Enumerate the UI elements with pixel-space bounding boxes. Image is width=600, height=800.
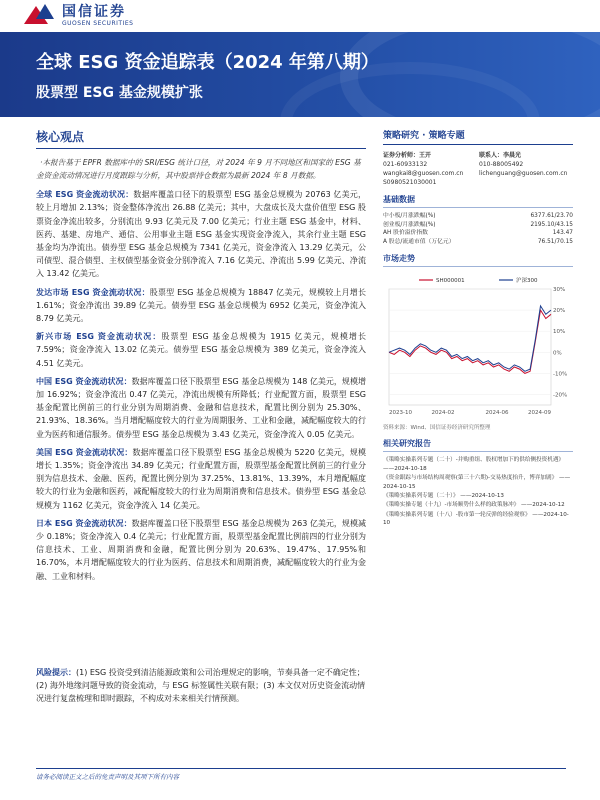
logo-bar bbox=[0, 0, 600, 32]
paragraph-text: 数据库覆盖口径下股票型 ESG 基金总规模为 5220 亿美元，规模增长 1.35%；资金净流出 34.89 亿美元；行业配置方面，股票型基金配置比例前三的行业分别为信息技术、金融、医药，配置比例分别为 37.25%、13.81%、13.39%，本月增配幅度较大的行业为金融和医药，减配幅度较大的行业为周期消费和信息技术。债券型 ESG 基金总规模为 1162 亿美元，资金净流入 14 亿美元。 bbox=[36, 447, 366, 510]
related-report-item[interactable]: 《策略实操专题（十九）-市场顺势什么样的政策脉冲》 ——2024-10-12 bbox=[383, 502, 565, 509]
legend-label: 沪深300 bbox=[516, 278, 538, 285]
market-data-value: 76.51/70.15 bbox=[537, 238, 573, 245]
market-data-name: AH 股价溢价指数 bbox=[383, 230, 428, 237]
y-tick-label: 20% bbox=[553, 308, 566, 315]
sidebar bbox=[383, 128, 573, 529]
report-subtitle: 股票型 ESG 基金规模扩张 bbox=[36, 85, 203, 101]
logo-mark-icon bbox=[22, 2, 56, 28]
core-views-heading: 核心观点 bbox=[36, 128, 366, 149]
analyst-name: 证券分析师：王开 bbox=[383, 152, 432, 159]
related-reports-list bbox=[383, 456, 573, 527]
x-tick-label: 2023-10 bbox=[389, 410, 412, 417]
y-tick-label: -10% bbox=[553, 371, 568, 378]
paragraph-text: 数据库覆盖口径下股票型 ESG 基金总规模为 148 亿美元，规模增加 16.92%；资金净流出 0.47 亿美元，净流出规模有所降低；行业配置方面，股票型 ESG 基金配置比例前三的行业分别为周期消费、金融和信息技术，配置比例分别为 25.30%、21.93%、18.36%。当月增配幅度较大的行业为周期服务、工业和金融，减配幅度较大的行业为医药和通信服务。债券型 ESG 基金总规模为 3.43 亿美元，资金净流入 0.05 亿美元。 bbox=[36, 376, 366, 439]
report-type: 策略研究 · 策略专题 bbox=[383, 128, 573, 145]
x-tick-label: 2024-02 bbox=[431, 410, 455, 417]
intro-paragraph: ·本报告基于 EPFR 数据库中的 SRI/ESG 统计口径，对 2024 年 9 月不同地区和国家的 ESG 基金资金流动情况进行月度跟踪与分析，其中股票持仓数据为最新 2024 年 8 月数据。 bbox=[36, 158, 361, 180]
legend-label: SH000001 bbox=[436, 278, 465, 285]
paragraph-keyword: 发达市场 ESG 资金流动状况： bbox=[36, 287, 150, 297]
y-tick-label: 30% bbox=[553, 287, 566, 294]
market-data-name: A 股总/流通市值（万亿元） bbox=[383, 238, 455, 245]
market-data-value: 6377.61/23.70 bbox=[530, 213, 573, 219]
paragraph-keyword: 美国 ESG 资金流动状况： bbox=[36, 447, 133, 457]
core-views-section bbox=[36, 128, 366, 588]
paragraph-text: 数据库覆盖口径下的股票型 ESG 基金总规模为 20763 亿美元，较上月增加 2.13%；资金整体净流出 26.88 亿美元；其中，大盘成长及大盘价值型 ESG 股票资金净流出较多，分别流出 9.93 亿美元及 7.00 亿美元；行业主题 ESG 基金中，材料、医药、基建、房地产、通信、公用事业主题 ESG 基金实现资金净流入，其余行业主题 ESG 基金均为净流出。债券型 ESG 基金总规模为 7341 亿美元，资金净流入 13.29 亿美元，公司债型、混合债型、主权债型基金资金分别净流入 7.16 亿美元、净流出 5.99 亿美元、净流入 13.42 亿美元。 bbox=[36, 190, 366, 279]
analyst-email[interactable]: wangkai8@guosen.com.cn bbox=[383, 170, 464, 177]
market-data-heading: 基础数据 bbox=[383, 194, 573, 208]
chart-source: 资料来源：Wind、国信证券经济研究所整理 bbox=[383, 425, 491, 432]
market-data-row bbox=[383, 238, 573, 247]
contact-email[interactable]: lichenguang@guosen.com.cn bbox=[479, 170, 568, 177]
title-banner bbox=[0, 32, 600, 117]
paragraph-text: 数据库覆盖口径下股票型 ESG 基金总规模为 263 亿美元，规模减少 0.18%；资金净流入 0.4 亿美元；行业配置方面，股票型基金配置比例前四的行业分别为信息技术、工业、周期消费和金融，配置比例分别为 20.63%、19.47%、17.95%和 16.70%，本月增配幅度较大的行业为医药、信息技术和周期消费，减配幅度较大的行业为金融、工业和材料。 bbox=[36, 518, 366, 581]
logo-cn: 国信证券 bbox=[62, 3, 126, 20]
related-report-item[interactable]: 《策略实操系列专题（十八）-股市第一轮反弹的经验观察》 ——2024-10-10 bbox=[383, 511, 569, 527]
company-logo bbox=[22, 2, 133, 28]
risk-warning bbox=[36, 666, 366, 706]
market-data-row bbox=[383, 229, 573, 238]
market-data-value: 2195.10/43.15 bbox=[530, 221, 573, 228]
market-data-row bbox=[383, 221, 573, 230]
paragraph-text: 股票型 ESG 基金总规模为 18847 亿美元，规模较上月增长 1.61%；资金净流出 39.89 亿美元。债券型 ESG 基金总规模为 6952 亿美元，资金净流入 8.79 亿美元。 bbox=[36, 287, 366, 324]
trend-heading: 市场走势 bbox=[383, 253, 573, 267]
series-line bbox=[389, 306, 551, 371]
paragraph-keyword: 新兴市场 ESG 资金流动状况： bbox=[36, 332, 162, 342]
x-tick-label: 2024-09 bbox=[528, 410, 551, 417]
trend-chart-svg bbox=[383, 271, 573, 421]
footer-disclaimer: 请务必阅读正文之后的免责声明及其项下所有内容 bbox=[36, 768, 566, 781]
y-tick-label: 10% bbox=[553, 329, 566, 336]
paragraph-keyword: 日本 ESG 资金流动状况： bbox=[36, 518, 132, 528]
core-paragraph bbox=[36, 375, 366, 441]
contact-name: 联系人：李晨光 bbox=[479, 152, 522, 159]
paragraph-keyword: 全球 ESG 资金流动状况： bbox=[36, 190, 134, 200]
market-trend-chart bbox=[383, 271, 573, 421]
related-report-item[interactable]: 《策略实操系列专题（二十）-并购重组、股权增加下的供给侧投资机遇》 ——2024-10-18 bbox=[383, 457, 565, 472]
core-paragraph bbox=[36, 286, 366, 326]
series-line bbox=[389, 310, 551, 373]
plot-area bbox=[389, 289, 551, 405]
analyst-phone: 021-60933132 bbox=[383, 161, 428, 168]
risk-text: (1) ESG 投资受到清洁能源政策和公司治理规定的影响，节奏具备一定不确定性；(2) 海外地缘问题导致的资金流动，与 ESG 标签属性关联有限；(3) 本文仅对历史资金流动情况进行复盘梳理和即时跟踪，不构成对未来相关行情预测。 bbox=[36, 668, 366, 704]
core-paragraph bbox=[36, 446, 366, 512]
y-tick-label: -20% bbox=[553, 392, 568, 399]
market-data-name: 创业板/月涨跌幅(%) bbox=[383, 221, 436, 228]
core-paragraph bbox=[36, 188, 366, 280]
report-title: 全球 ESG 资金追踪表（2024 年第八期） bbox=[36, 52, 379, 73]
logo-en: GUOSEN SECURITIES bbox=[62, 19, 134, 27]
y-tick-label: 0% bbox=[553, 350, 562, 357]
core-paragraph bbox=[36, 330, 366, 370]
related-report-item[interactable]: 《资金跟踪与市场结构周观察(第三十六期)-交易热度抬升，博弈加剧》 ——2024-10-15 bbox=[383, 475, 571, 490]
paragraph-keyword: 中国 ESG 资金流动状况： bbox=[36, 376, 132, 386]
x-tick-label: 2024-06 bbox=[485, 410, 509, 417]
market-data-row bbox=[383, 212, 573, 221]
market-data-name: 中小板/月涨跌幅(%) bbox=[383, 213, 436, 219]
core-paragraph bbox=[36, 517, 366, 583]
analyst-cert: S0980521030001 bbox=[383, 179, 437, 186]
market-data-value: 143.47 bbox=[552, 230, 573, 237]
market-data-table bbox=[383, 212, 573, 246]
related-heading: 相关研究报告 bbox=[383, 438, 573, 452]
contact-phone: 010-88005492 bbox=[479, 161, 524, 168]
paragraph-text: 股票型 ESG 基金总规模为 1915 亿美元，规模增长 7.59%；资金净流入 13.02 亿美元。债券型 ESG 基金总规模为 389 亿美元，资金净流入 4.51 亿美元。 bbox=[36, 332, 366, 368]
analyst-contacts bbox=[383, 151, 573, 187]
related-report-item[interactable]: 《策略实操系列专题（二十）》 ——2024-10-13 bbox=[383, 493, 504, 499]
risk-label: 风险提示： bbox=[36, 668, 76, 677]
